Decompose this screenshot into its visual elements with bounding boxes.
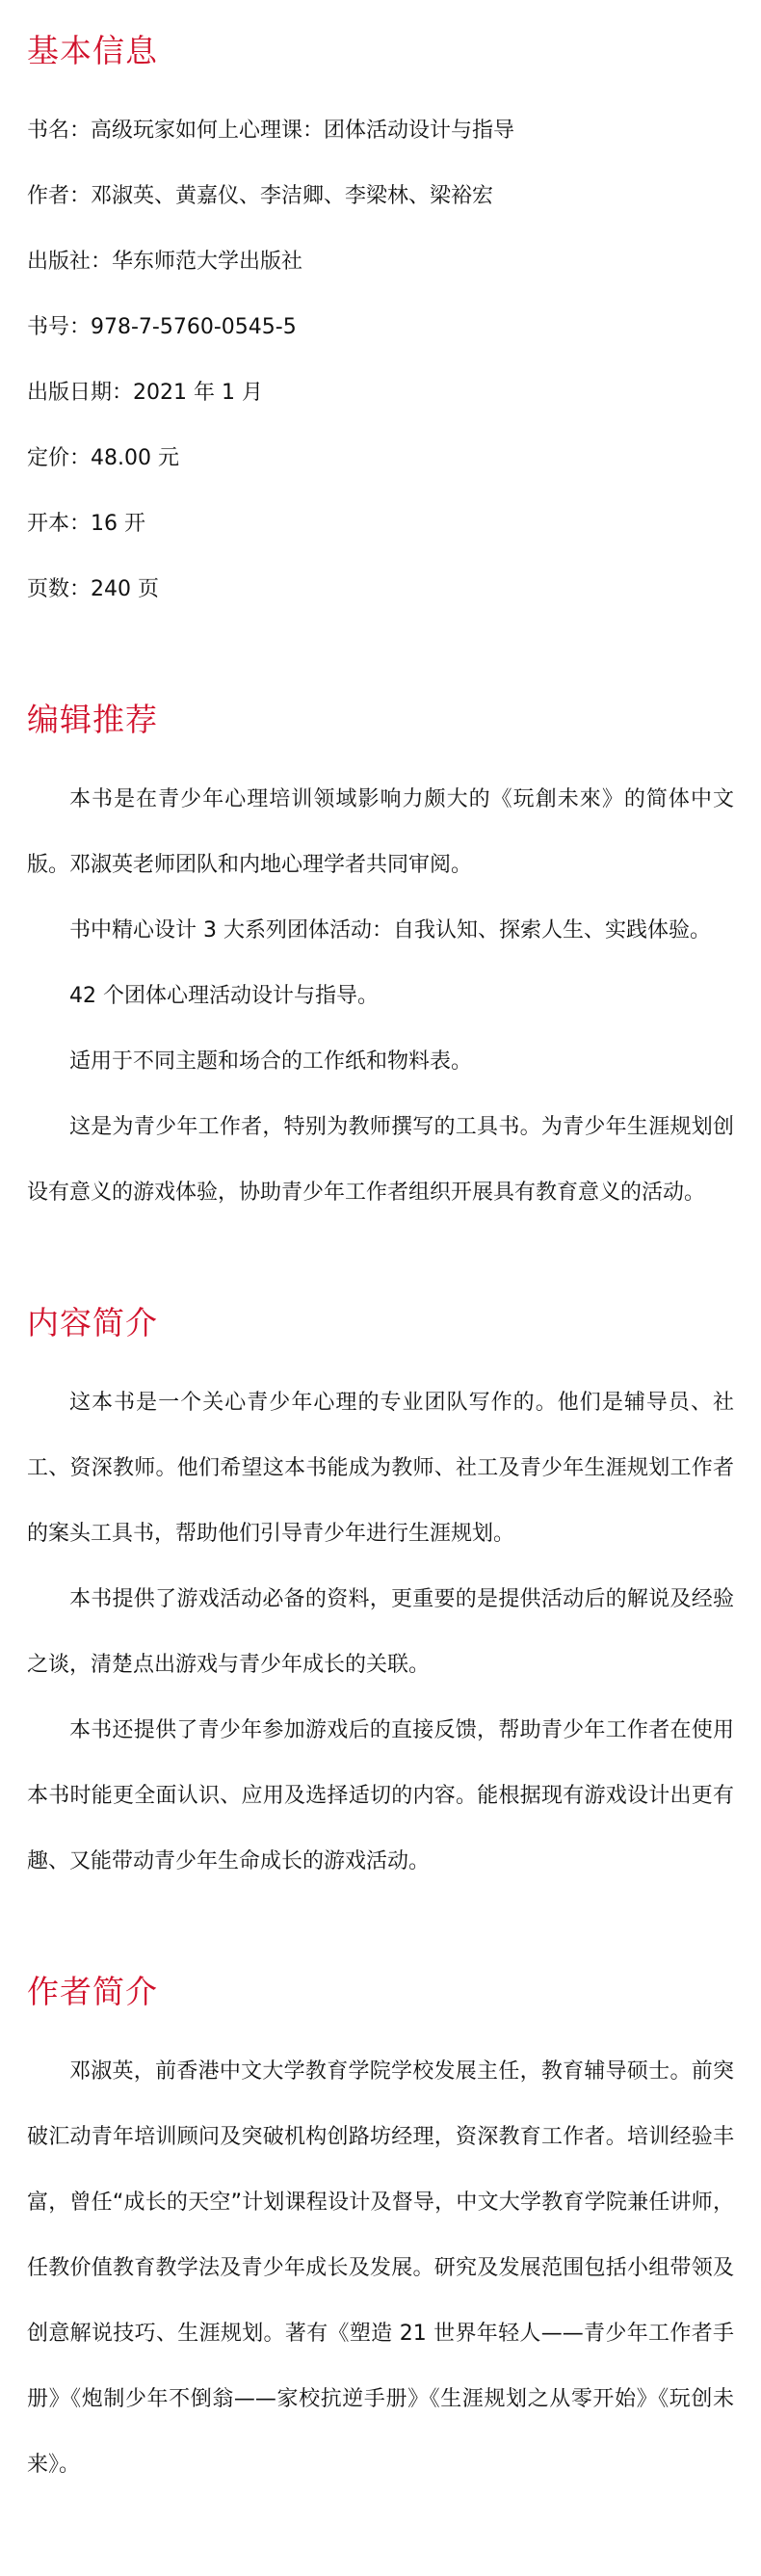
editor-recommend-paragraph: 适用于不同主题和场合的工作纸和物料表。 [69, 1049, 473, 1074]
info-authors: 作者：邓淑英、黄嘉仪、李洁卿、李梁林、梁裕宏 [27, 184, 494, 208]
content-intro-paragraph: 这本书是一个关心青少年心理的专业团队写作的。他们是辅导员、社工、资深教师。他们希望这本书能成为教师、社工及青少年生涯规划工作者的案头工具书，帮助他们引导青少年进行生涯规划。 [27, 1391, 734, 1546]
info-isbn: 书号：978-7-5760-0545-5 [27, 315, 297, 339]
editor-recommend-paragraph: 这是为青少年工作者，特别为教师撰写的工具书。为青少年生涯规划创设有意义的游戏体验，协助青少年工作者组织开展具有教育意义的活动。 [27, 1115, 734, 1205]
content-intro-title: 内容简介 [27, 1304, 158, 1341]
info-format: 开本：16 开 [27, 512, 145, 536]
info-pages: 页数：240 页 [27, 577, 159, 601]
editor-recommend-paragraph: 书中精心设计 3 大系列团体活动：自我认知、探索人生、实践体验。 [69, 918, 711, 943]
info-publish-date: 出版日期：2021 年 1 月 [27, 381, 263, 405]
editor-recommend-paragraph: 42 个团体心理活动设计与指导。 [69, 984, 379, 1008]
basic-info-section [27, 29, 734, 623]
content-intro-section [27, 1301, 734, 1895]
author-intro-paragraph: 邓淑英，前香港中文大学教育学院学校发展主任，教育辅导硕士。前突破汇动青年培训顾问及突破机构创路坊经理，资深教育工作者。培训经验丰富，曾任“成长的天空”计划课程设计及督导，中文大学教育学院兼任讲师，任教价值教育教学法及青少年成长及发展。研究及发展范围包括小组带领及创意解说技巧、生涯规划。著有《塑造 21 世界年轻人——青少年工作者手册》《炮制少年不倒翁——家校抗逆手册》《生涯规划之从零开始》《玩创未来》。 [27, 2059, 734, 2477]
info-price: 定价：48.00 元 [27, 446, 179, 470]
editor-recommend-section [27, 698, 734, 1226]
info-publisher: 出版社：华东师范大学出版社 [27, 250, 303, 274]
editor-recommend-paragraph: 本书是在青少年心理培训领域影响力颇大的《玩創未來》的简体中文版。邓淑英老师团队和内地心理学者共同审阅。 [27, 787, 734, 877]
author-intro-section [27, 1970, 734, 2498]
editor-recommend-title: 编辑推荐 [27, 701, 158, 738]
content-intro-paragraph: 本书提供了游戏活动必备的资料，更重要的是提供活动后的解说及经验之谈，清楚点出游戏与青少年成长的关联。 [27, 1587, 734, 1677]
author-intro-title: 作者简介 [27, 1973, 158, 2010]
info-book-title: 书名：高级玩家如何上心理课：团体活动设计与指导 [27, 119, 515, 143]
content-intro-paragraph: 本书还提供了青少年参加游戏后的直接反馈，帮助青少年工作者在使用本书时能更全面认识、应用及选择适切的内容。能根据现有游戏设计出更有趣、又能带动青少年生命成长的游戏活动。 [27, 1718, 734, 1873]
basic-info-title: 基本信息 [27, 32, 158, 69]
